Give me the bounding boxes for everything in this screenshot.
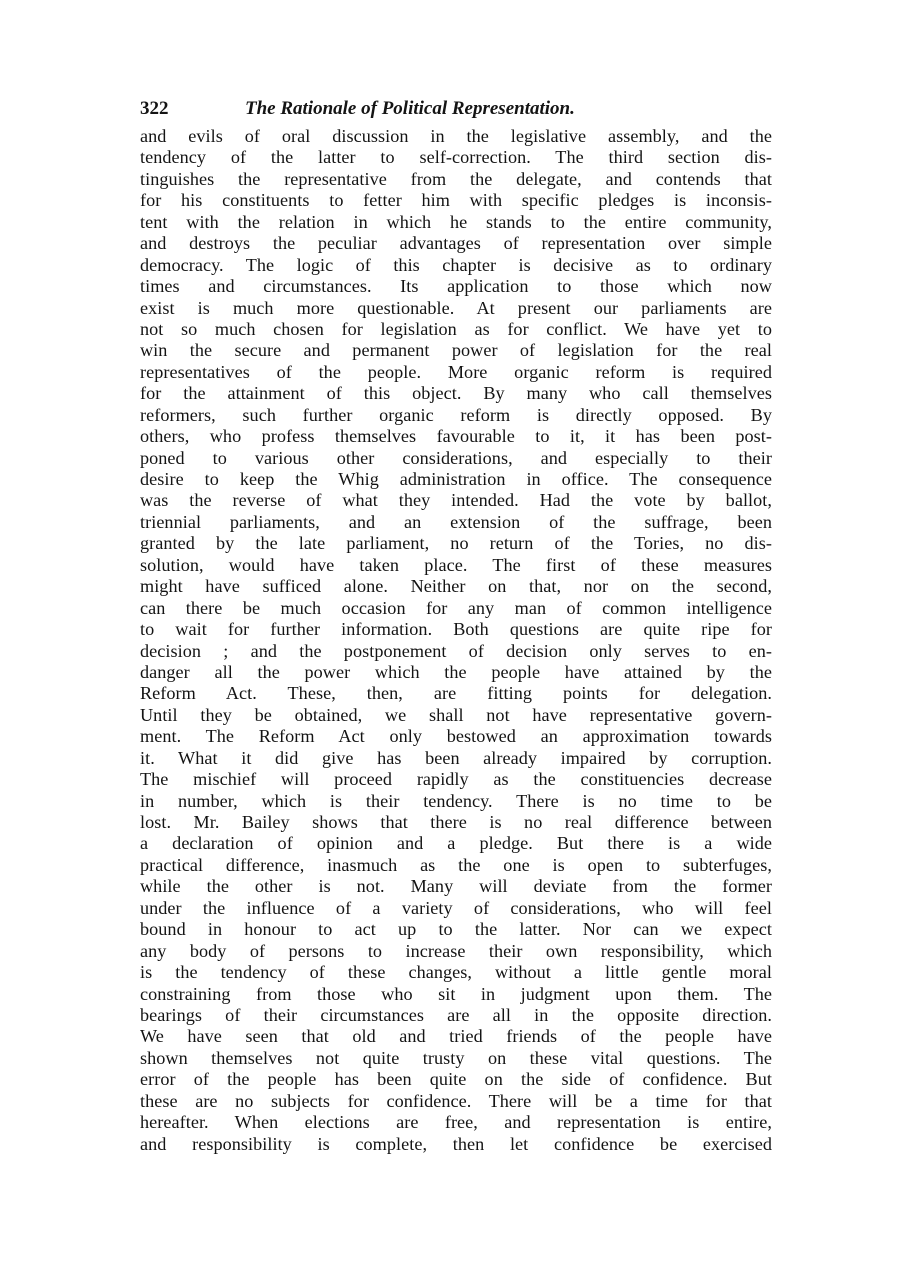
text-line: triennial parliaments, and an extension of the suffrage, been	[140, 511, 772, 532]
book-page	[140, 98, 772, 1155]
text-line: a declaration of opinion and a pledge. But there is a wide	[140, 833, 772, 854]
text-line: hereafter. When elections are free, and representation is entire,	[140, 1112, 772, 1133]
text-line: constraining from those who sit in judgment upon them. The	[140, 983, 772, 1004]
text-line: was the reverse of what they intended. Had the vote by ballot,	[140, 490, 772, 511]
text-line: shown themselves not quite trusty on these vital questions. The	[140, 1047, 772, 1068]
text-line: tinguishes the representative from the delegate, and contends that	[140, 168, 772, 189]
text-line: and destroys the peculiar advantages of representation over simple	[140, 233, 772, 254]
text-line: in number, which is their tendency. There is no time to be	[140, 790, 772, 811]
text-line: and evils of oral discussion in the legislative assembly, and the	[140, 126, 772, 146]
page-number: 322	[140, 98, 169, 119]
text-line: others, who profess themselves favourable to it, it has been post-	[140, 426, 772, 447]
text-line: under the influence of a variety of considerations, who will feel	[140, 897, 772, 918]
text-line: for the attainment of this object. By many who call themselves	[140, 383, 772, 404]
text-line: might have sufficed alone. Neither on that, nor on the second,	[140, 576, 772, 597]
text-line: and responsibility is complete, then let confidence be exercised	[140, 1133, 772, 1154]
text-line: while the other is not. Many will deviate from the former	[140, 876, 772, 897]
text-line: these are no subjects for confidence. There will be a time for that	[140, 1090, 772, 1111]
text-line: representatives of the people. More organic reform is required	[140, 361, 772, 382]
text-line: error of the people has been quite on the side of confidence. But	[140, 1069, 772, 1090]
text-line: tent with the relation in which he stands to the entire community,	[140, 211, 772, 232]
text-line: win the secure and permanent power of legislation for the real	[140, 340, 772, 361]
text-line: it. What it did give has been already impaired by corruption.	[140, 747, 772, 768]
text-line: to wait for further information. Both questions are quite ripe for	[140, 619, 772, 640]
text-line: any body of persons to increase their own responsibility, which	[140, 940, 772, 961]
text-line: desire to keep the Whig administration in office. The consequence	[140, 469, 772, 489]
running-title: The Rationale of Political Representation.	[245, 98, 575, 119]
text-line: bearings of their circumstances are all in the opposite direction.	[140, 1004, 772, 1025]
text-line: democracy. The logic of this chapter is decisive as to ordinary	[140, 254, 772, 275]
text-line: bound in honour to act up to the latter. Nor can we expect	[140, 919, 772, 940]
text-line: solution, would have taken place. The first of these measures	[140, 554, 772, 575]
running-head	[140, 98, 772, 122]
text-line: The mischief will proceed rapidly as the constituencies decrease	[140, 769, 772, 790]
text-line: decision ; and the postponement of decision only serves to en-	[140, 640, 772, 661]
text-line: Reform Act. These, then, are fitting points for delegation.	[140, 683, 772, 704]
text-line: is the tendency of these changes, without a little gentle moral	[140, 962, 772, 983]
text-line: not so much chosen for legislation as for conflict. We have yet to	[140, 318, 772, 339]
body-text	[140, 126, 772, 1155]
text-line: ment. The Reform Act only bestowed an approximation towards	[140, 726, 772, 747]
text-line: tendency of the latter to self-correction. The third section dis-	[140, 147, 772, 168]
text-line: practical difference, inasmuch as the one is open to subterfuges,	[140, 854, 772, 875]
text-line: granted by the late parliament, no return of the Tories, no dis-	[140, 533, 772, 554]
text-line: times and circumstances. Its application to those which now	[140, 276, 772, 297]
text-line: for his constituents to fetter him with specific pledges is inconsis-	[140, 190, 772, 211]
text-line: lost. Mr. Bailey shows that there is no real difference between	[140, 812, 772, 832]
text-line: We have seen that old and tried friends of the people have	[140, 1026, 772, 1047]
text-line: reformers, such further organic reform is directly opposed. By	[140, 404, 772, 425]
text-line: can there be much occasion for any man of common intelligence	[140, 597, 772, 618]
text-line: poned to various other considerations, and especially to their	[140, 447, 772, 468]
text-line: exist is much more questionable. At present our parliaments are	[140, 297, 772, 318]
text-line: danger all the power which the people have attained by the	[140, 661, 772, 682]
text-line: Until they be obtained, we shall not have representative govern-	[140, 704, 772, 725]
